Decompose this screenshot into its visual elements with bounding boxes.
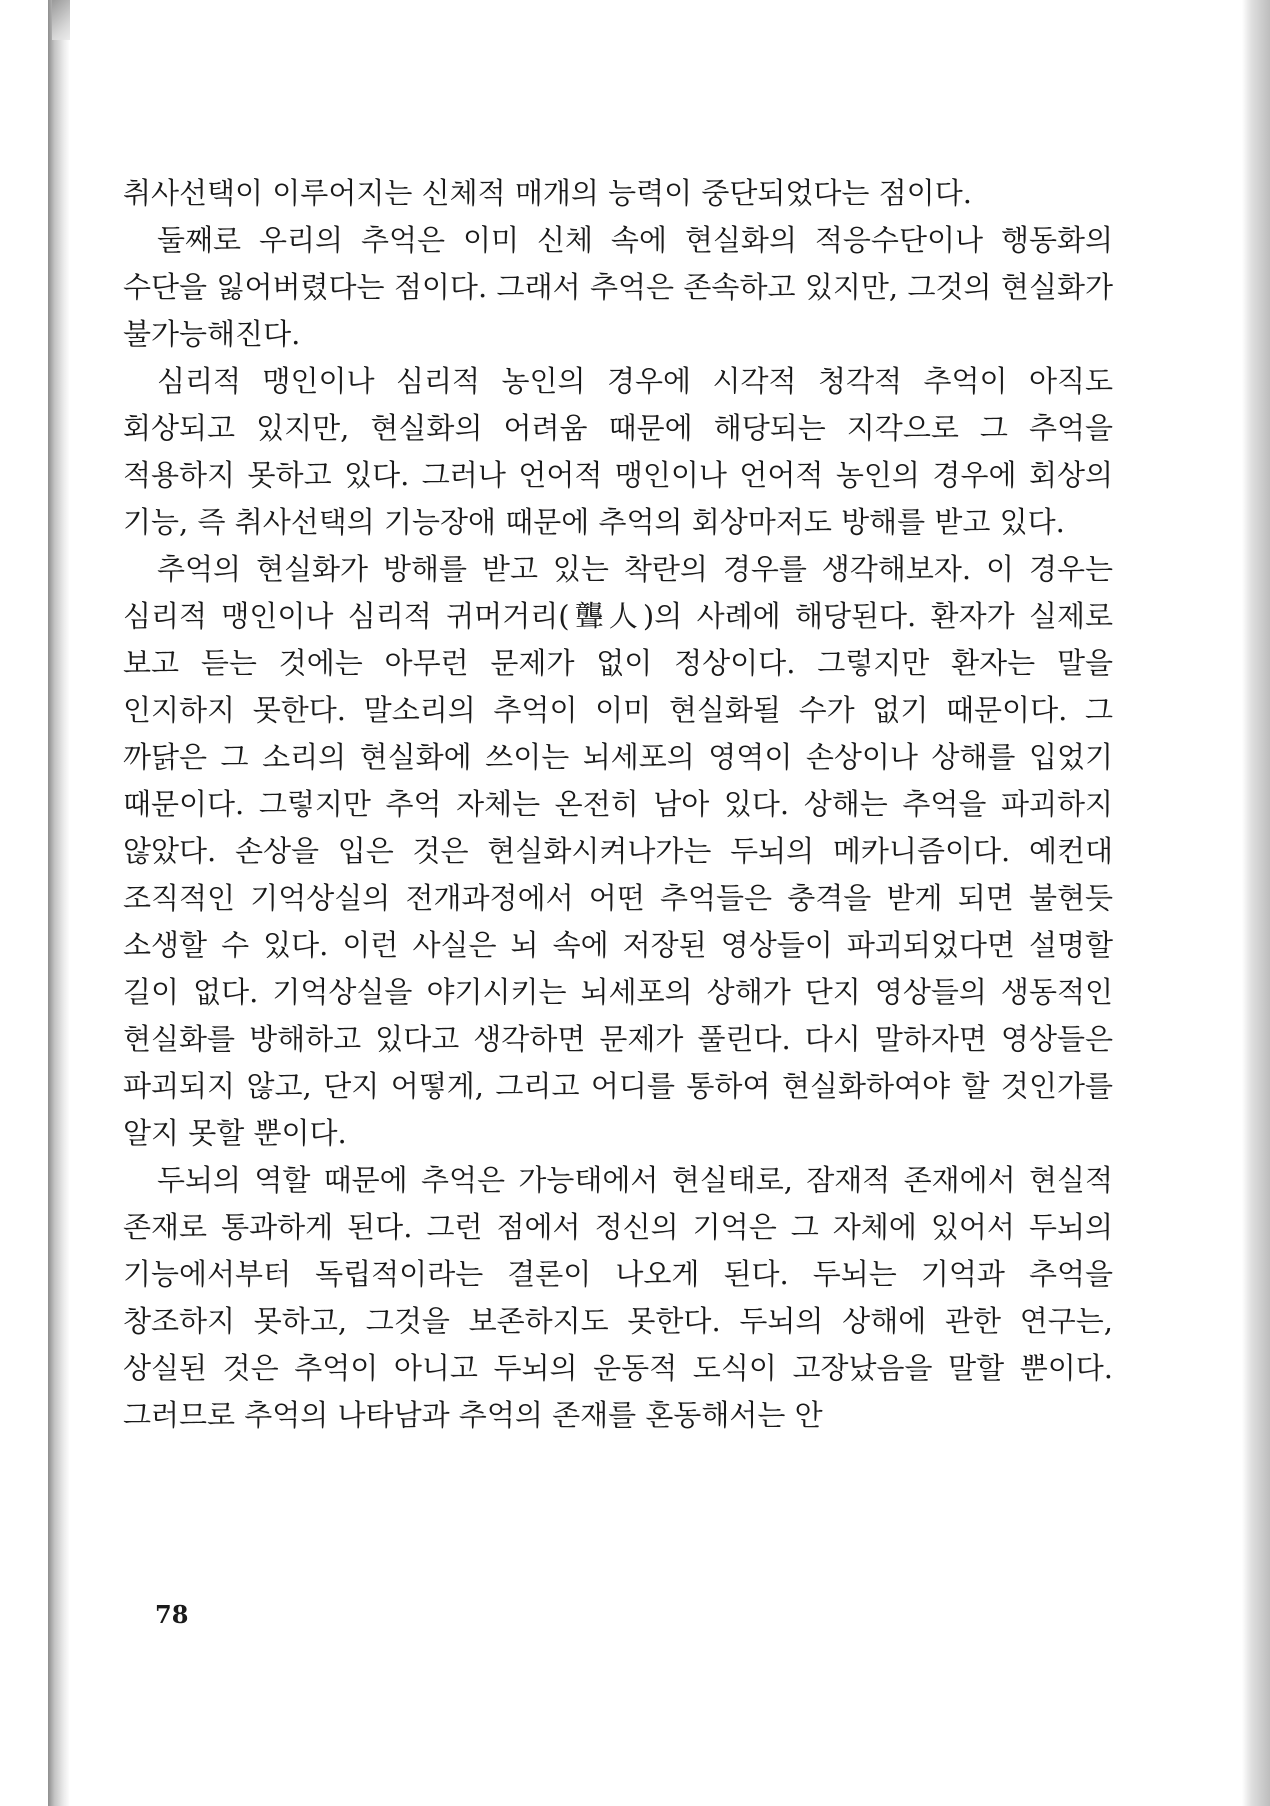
paragraph: 심리적 맹인이나 심리적 농인의 경우에 시각적 청각적 추억이 아직도 회상되고 있지만, 현실화의 어려움 때문에 해당되는 지각으로 그 추억을 적용하지 못하고 있다. 그러나 언어적 맹인이나 언어적 농인의 경우에 회상의 기능, 즉 취사선택의 기능장애 때문에 추억의 회상마저도 방해를 받고 있다.	[123, 364, 1113, 539]
paragraph: 두뇌의 역할 때문에 추억은 가능태에서 현실태로, 잠재적 존재에서 현실적 존재로 통과하게 된다. 그런 점에서 정신의 기억은 그 자체에 있어서 두뇌의 기능에서부터 독립적이라는 결론이 나오게 된다. 두뇌는 기억과 추억을 창조하지 못하고, 그것을 보존하지도 못한다. 두뇌의 상해에 관한 연구는, 상실된 것은 추억이 아니고 두뇌의 운동적 도식이 고장났음을 말할 뿐이다. 그러므로 추억의 나타남과 추억의 존재를 혼동해서는 안	[123, 1163, 1113, 1432]
paragraph-continuation: 취사선택이 이루어지는 신체적 매개의 능력이 중단되었다는 점이다.	[123, 176, 972, 210]
page-stack-edge-left	[48, 0, 70, 1806]
page-shadow-right	[1242, 0, 1270, 1806]
paragraph: 둘째로 우리의 추억은 이미 신체 속에 현실화의 적응수단이나 행동화의 수단을 잃어버렸다는 점이다. 그래서 추억은 존속하고 있지만, 그것의 현실화가 불가능해진다.	[123, 223, 1113, 351]
body-text	[123, 170, 1113, 1439]
page-number: 78	[155, 1600, 189, 1629]
paragraph: 추억의 현실화가 방해를 받고 있는 착란의 경우를 생각해보자. 이 경우는 심리적 맹인이나 심리적 귀머거리(聾人)의 사례에 해당된다. 환자가 실제로 보고 듣는 것에는 아무런 문제가 없이 정상이다. 그렇지만 환자는 말을 인지하지 못한다. 말소리의 추억이 이미 현실화될 수가 없기 때문이다. 그 까닭은 그 소리의 현실화에 쓰이는 뇌세포의 영역이 손상이나 상해를 입었기 때문이다. 그렇지만 추억 자체는 온전히 남아 있다. 상해는 추억을 파괴하지 않았다. 손상을 입은 것은 현실화시켜나가는 두뇌의 메카니즘이다. 예컨대 조직적인 기억상실의 전개과정에서 어떤 추억들은 충격을 받게 되면 불현듯 소생할 수 있다. 이런 사실은 뇌 속에 저장된 영상들이 파괴되었다면 설명할 길이 없다. 기억상실을 야기시키는 뇌세포의 상해가 단지 영상들의 생동적인 현실화를 방해하고 있다고 생각하면 문제가 풀린다. 다시 말하자면 영상들은 파괴되지 않고, 단지 어떻게, 그리고 어디를 통하여 현실화하여야 할 것인가를 알지 못할 뿐이다.	[123, 552, 1113, 1150]
